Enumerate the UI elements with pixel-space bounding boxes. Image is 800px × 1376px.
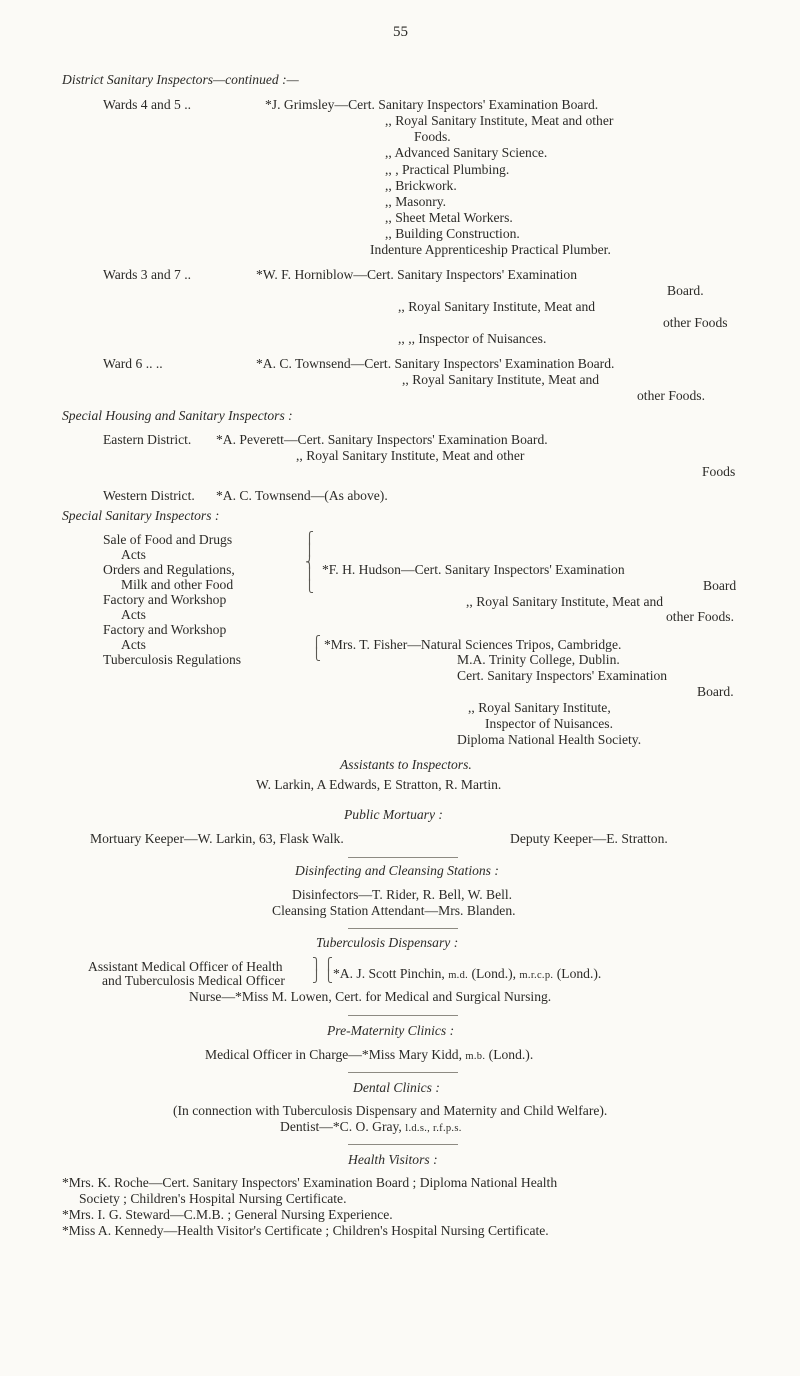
dentist-line: Dentist—*C. O. Gray, l.d.s., r.f.p.s. (280, 1119, 462, 1134)
peverett-line: Foods (702, 464, 736, 479)
hudson-line: *F. H. Hudson—Cert. Sanitary Inspectors' Examination (322, 562, 625, 577)
grimsley-line: ,, , Practical Plumbing. (385, 162, 510, 177)
duty-line: Acts (121, 637, 146, 652)
mortuary-deputy: Deputy Keeper—E. Stratton. (510, 831, 668, 846)
hudson-line: ,, Royal Sanitary Institute, Meat and (466, 594, 664, 609)
tb-role-line: Assistant Medical Officer of Health (88, 959, 283, 974)
eastern-label: Eastern District. (103, 432, 192, 447)
ward-label-3-7: Wards 3 and 7 .. (103, 267, 192, 282)
fisher-line: M.A. Trinity College, Dublin. (457, 652, 620, 667)
grimsley-line: ,, Advanced Sanitary Science. (385, 145, 548, 160)
grimsley-line: Foods. (414, 129, 451, 144)
mortuary-keeper: Mortuary Keeper—W. Larkin, 63, Flask Walk. (90, 831, 344, 846)
duty-line: Factory and Workshop (103, 622, 227, 637)
brace-icon: ⎧ ⎩ (324, 957, 333, 983)
hudson-line: other Foods. (666, 609, 734, 624)
duty-line: Milk and other Food (121, 577, 234, 592)
ward-label-4-5: Wards 4 and 5 .. (103, 97, 192, 112)
grimsley-line: *J. Grimsley—Cert. Sanitary Inspectors' Examination Board. (265, 97, 599, 112)
duty-line: Acts (121, 547, 146, 562)
tb-nurse-line: Nurse—*Miss M. Lowen, Cert. for Medical and Surgical Nursing. (189, 989, 552, 1004)
section-divider (348, 928, 458, 929)
district-heading: District Sanitary Inspectors—continued :— (62, 72, 299, 87)
duty-line: Acts (121, 607, 146, 622)
health-visitor-line: *Miss A. Kennedy—Health Visitor's Certificate ; Children's Hospital Nursing Certificate. (62, 1223, 549, 1238)
mortuary-heading: Public Mortuary : (344, 807, 443, 822)
horniblow-line: *W. F. Horniblow—Cert. Sanitary Inspectors' Examination (256, 267, 578, 282)
western-label: Western District. (103, 488, 195, 503)
fisher-line: Diploma National Health Society. (457, 732, 642, 747)
section-divider (348, 857, 458, 858)
dental-heading: Dental Clinics : (353, 1080, 440, 1095)
disinfecting-heading: Disinfecting and Cleansing Stations : (295, 863, 499, 878)
fisher-line: Board. (697, 684, 734, 699)
cleansing-attendant-line: Cleansing Station Attendant—Mrs. Blanden. (272, 903, 516, 918)
assistants-heading: Assistants to Inspectors. (340, 757, 472, 772)
horniblow-line: ,, Royal Sanitary Institute, Meat and (398, 299, 596, 314)
tb-role-line: and Tuberculosis Medical Officer (102, 973, 285, 988)
brace-icon: ⎧ ⎩ (312, 635, 321, 661)
page-number: 55 (393, 24, 408, 40)
health-visitors-heading: Health Visitors : (348, 1152, 438, 1167)
section-divider (348, 1015, 458, 1016)
section-divider (348, 1144, 458, 1145)
grimsley-line: ,, Brickwork. (385, 178, 457, 193)
duty-line: Sale of Food and Drugs (103, 532, 233, 547)
grimsley-line: ,, Sheet Metal Workers. (385, 210, 513, 225)
grimsley-line: ,, Building Construction. (385, 226, 520, 241)
assistants-names: W. Larkin, A Edwards, E Stratton, R. Martin. (256, 777, 502, 792)
peverett-line: *A. Peverett—Cert. Sanitary Inspectors' Examination Board. (216, 432, 548, 447)
townsend-line: *A. C. Townsend—Cert. Sanitary Inspectors' Examination Board. (256, 356, 615, 371)
horniblow-line: other Foods (663, 315, 728, 330)
section-divider (348, 1072, 458, 1073)
grimsley-line: Indenture Apprenticeship Practical Plumber. (370, 242, 611, 257)
dental-connection-line: (In connection with Tuberculosis Dispensary and Maternity and Child Welfare). (173, 1103, 608, 1118)
western-text: *A. C. Townsend—(As above). (216, 488, 388, 503)
brace-icon: ⎧ ⎪ ⎨ ⎪ ⎩ (305, 531, 314, 593)
townsend-line: ,, Royal Sanitary Institute, Meat and (402, 372, 600, 387)
grimsley-line: ,, Royal Sanitary Institute, Meat and other (385, 113, 614, 128)
duty-line: Factory and Workshop (103, 592, 227, 607)
disinfectors-line: Disinfectors—T. Rider, R. Bell, W. Bell. (292, 887, 513, 902)
tb-dispensary-heading: Tuberculosis Dispensary : (316, 935, 459, 950)
pre-maternity-officer: Medical Officer in Charge—*Miss Mary Kidd, m.b. (Lond.). (205, 1047, 534, 1062)
horniblow-line: Board. (667, 283, 704, 298)
fisher-line: ,, Royal Sanitary Institute, (468, 700, 611, 715)
horniblow-line: ,, ,, Inspector of Nuisances. (398, 331, 547, 346)
special-sanitary-heading: Special Sanitary Inspectors : (62, 508, 220, 523)
peverett-line: ,, Royal Sanitary Institute, Meat and other (296, 448, 525, 463)
fisher-line: *Mrs. T. Fisher—Natural Sciences Tripos, Cambridge. (324, 637, 622, 652)
health-visitor-line: Society ; Children's Hospital Nursing Certificate. (79, 1191, 347, 1206)
health-visitor-line: *Mrs. I. G. Steward—C.M.B. ; General Nursing Experience. (62, 1207, 393, 1222)
townsend-line: other Foods. (637, 388, 705, 403)
tb-officer: *A. J. Scott Pinchin, m.d. (Lond.), m.r.c.p. (Lond.). (333, 966, 602, 981)
health-visitor-line: *Mrs. K. Roche—Cert. Sanitary Inspectors' Examination Board ; Diploma National Health (62, 1175, 558, 1190)
duty-line: Tuberculosis Regulations (103, 652, 242, 667)
ward-label-6: Ward 6 .. .. (103, 356, 163, 371)
hudson-line: Board (703, 578, 737, 593)
grimsley-line: ,, Masonry. (385, 194, 447, 209)
special-housing-heading: Special Housing and Sanitary Inspectors : (62, 408, 293, 423)
duty-line: Orders and Regulations, (103, 562, 235, 577)
fisher-line: Cert. Sanitary Inspectors' Examination (457, 668, 668, 683)
brace-icon: ⎫ ⎭ (312, 957, 321, 983)
pre-maternity-heading: Pre-Maternity Clinics : (327, 1023, 455, 1038)
fisher-line: Inspector of Nuisances. (485, 716, 613, 731)
